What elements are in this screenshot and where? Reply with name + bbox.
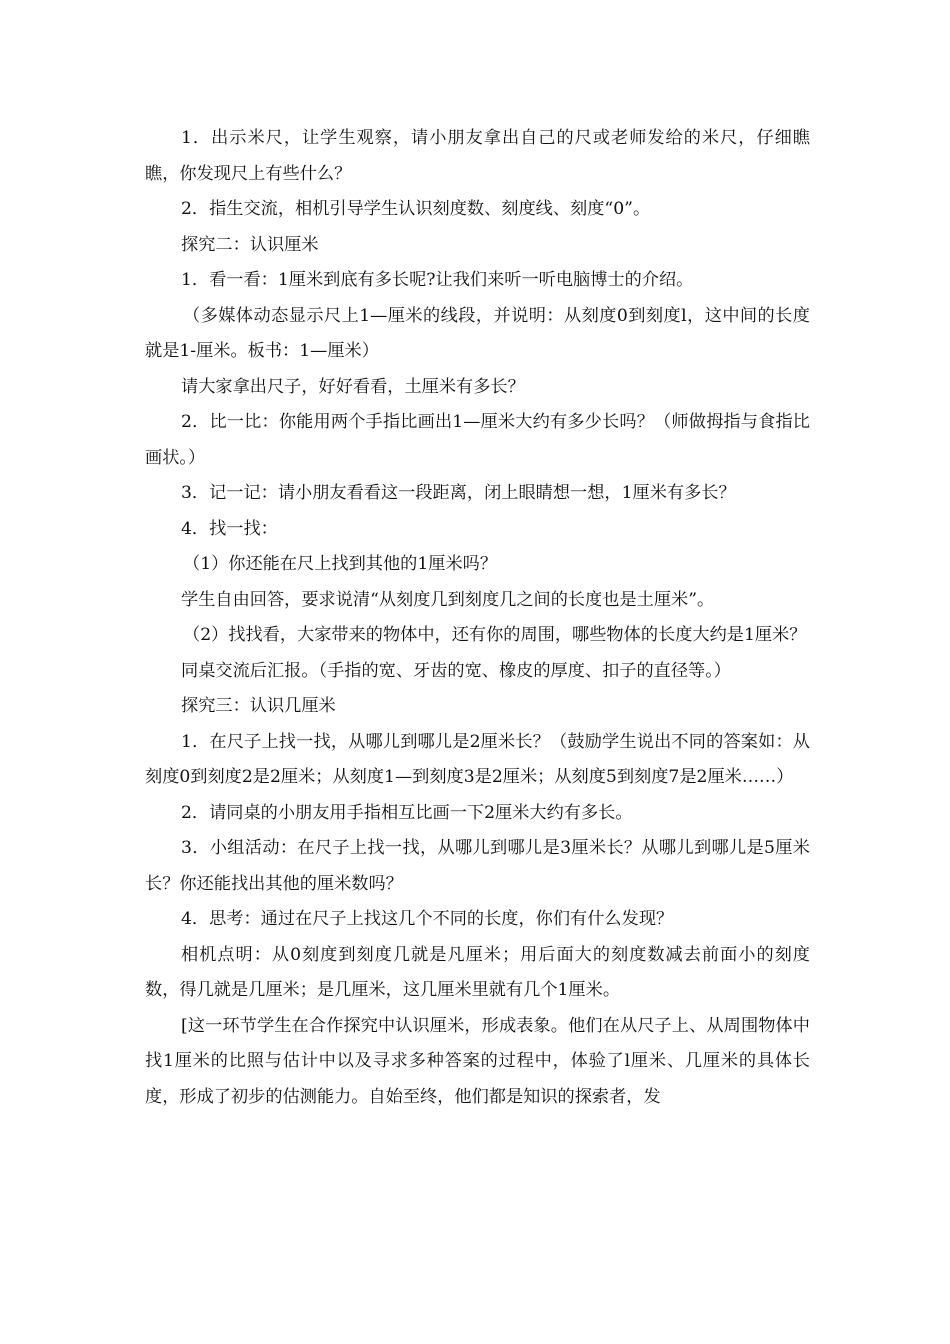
paragraph: （多媒体动态显示尺上1—厘米的线段，并说明：从刻度0到刻度l，这中间的长度就是1-厘米。板书：1—厘米） [145,305,810,361]
paragraph: 相机点明：从0刻度到刻度几就是凡厘米；用后面大的刻度数减去前面小的刻度数，得几就是几厘米；是几厘米，这几厘米里就有几个1厘米。 [145,944,810,1000]
paragraph: 学生自由回答，要求说清“从刻度几到刻度几之间的长度也是土厘米”。 [181,589,715,610]
paragraph: 3．记一记：请小朋友看看这一段距离，闭上眼睛想一想，1厘米有多长？ [181,483,736,503]
paragraph: 4．找一找： [181,518,278,539]
paragraph: （1）你还能在尺上找到其他的1厘米吗？ [183,554,498,574]
section-heading: 探究三：认识几厘米 [181,696,336,716]
paragraph: 2．请同桌的小朋友用手指相互比画一下2厘米大约有多长。 [181,802,633,823]
section-heading: 探究二：认识厘米 [181,234,319,255]
paragraph: 2．指生交流，相机引导学生认识刻度数、刻度线、刻度“0”。 [181,199,651,219]
paragraph: 1．看一看：1厘米到底有多长呢?让我们来听一听电脑博士的介绍。 [181,270,694,290]
paragraph: [这一环节学生在合作探究中认识厘米，形成表象。他们在从尺子上、从周围物体中找1厘米的比照与估计中以及寻求多种答案的过程中，体验了l厘米、几厘米的具体长度，形成了初步的估测能力。自始至终，他们都是知识的探索者，发 [145,1015,810,1107]
paragraph: 1．在尺子上找一找，从哪儿到哪儿是2厘米长？（鼓励学生说出不同的答案如：从刻度0到刻度2是2厘米；从刻度1—到刻度3是2厘米；从刻度5到刻度7是2厘米……） [145,731,810,787]
paragraph: 4．思考：通过在尺子上找这几个不同的长度，你们有什么发现？ [181,909,674,929]
paragraph: 同桌交流后汇报。（手指的宽、牙齿的宽、橡皮的厚度、扣子的直径等。） [181,660,731,681]
document-body [145,121,810,1115]
paragraph: 2．比一比：你能用两个手指比画出1—厘米大约有多少长吗？（师做拇指与食指比画状。） [145,412,810,468]
paragraph: 1．出示米尺，让学生观察，请小朋友拿出自己的尺或老师发给的米尺，仔细瞧瞧，你发现尺上有些什么？ [145,128,810,184]
paragraph: 3．小组活动：在尺子上找一找，从哪儿到哪儿是3厘米长？从哪儿到哪儿是5厘米长？你还能找出其他的厘米数吗？ [145,838,810,894]
paragraph: （2）找找看，大家带来的物体中，还有你的周围，哪些物体的长度大约是1厘米？ [183,625,807,645]
paragraph: 请大家拿出尺子，好好看看，土厘米有多长？ [181,376,525,397]
